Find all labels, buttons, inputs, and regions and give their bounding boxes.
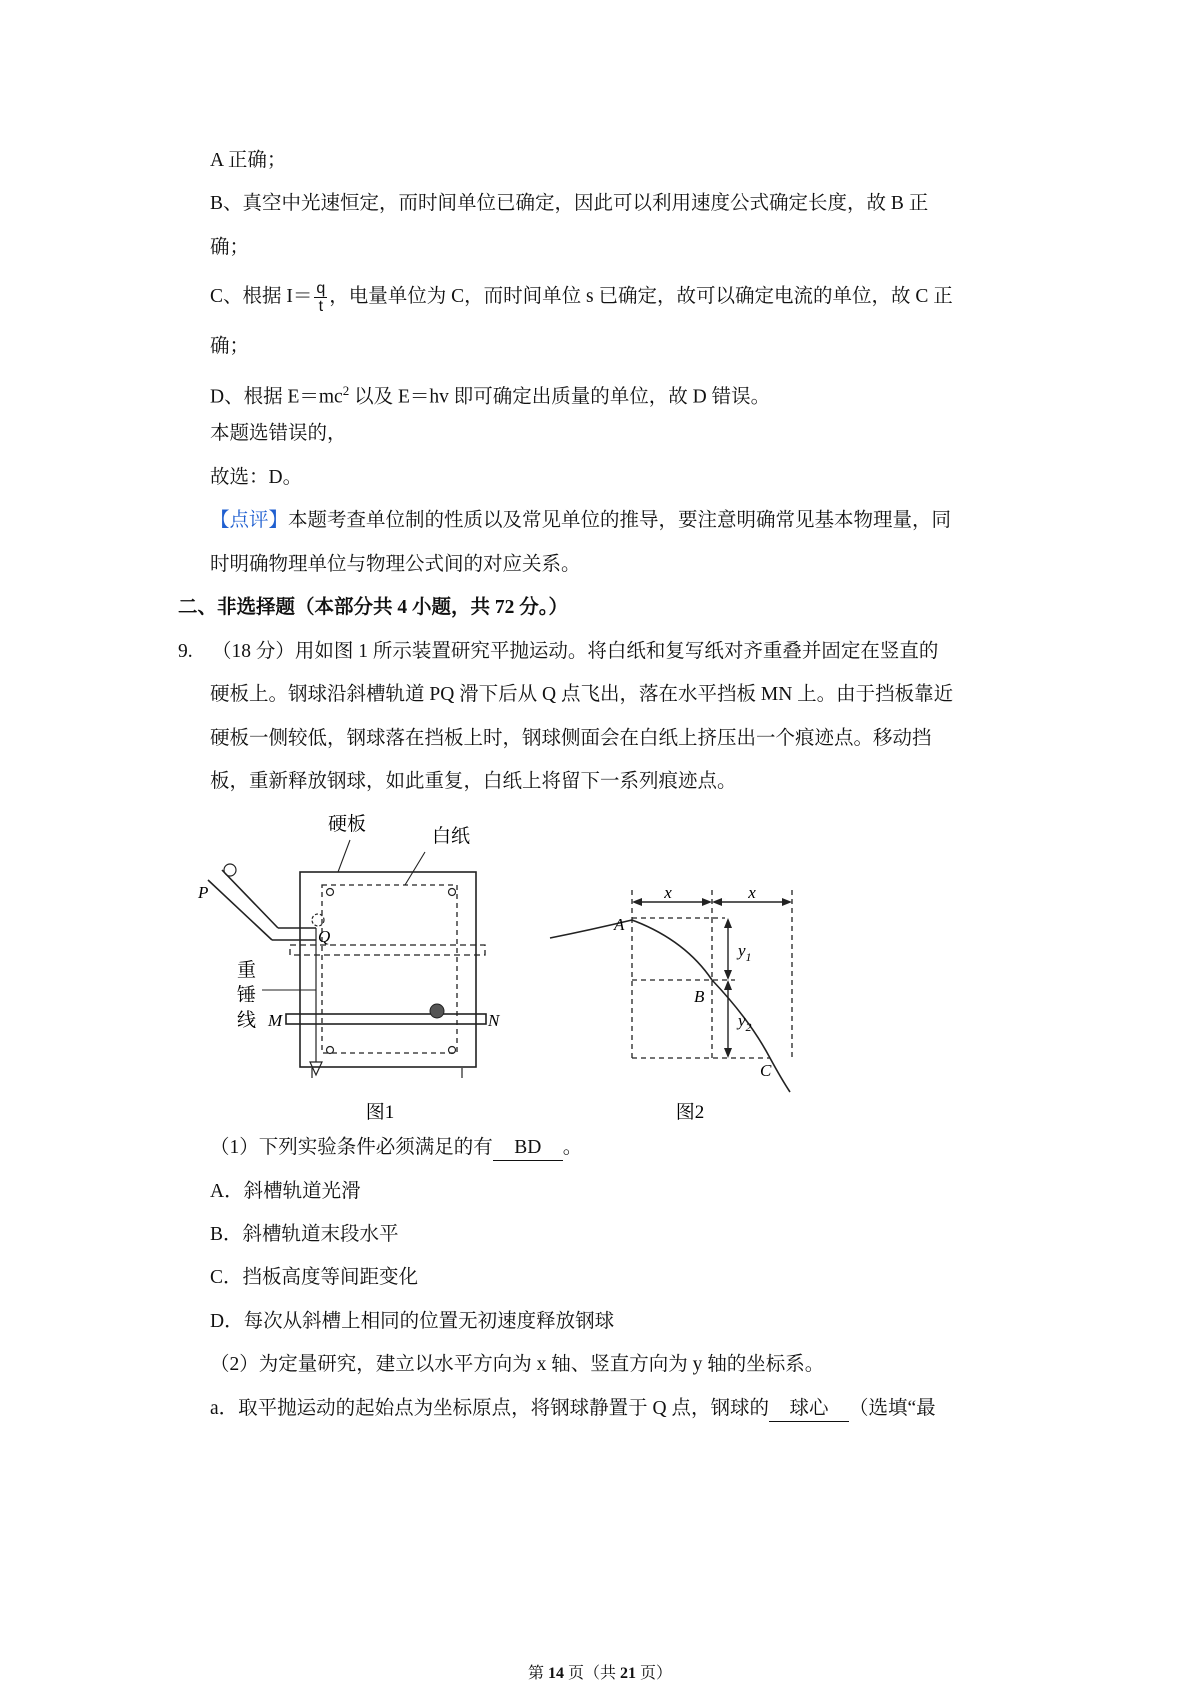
question-number: 9. xyxy=(178,641,193,662)
steel-ball xyxy=(430,1004,444,1018)
label-weight-3: 线 xyxy=(237,1010,257,1031)
figure-2-caption: 图2 xyxy=(675,1102,705,1123)
page-footer: 第 14 页（共 21 页） xyxy=(527,1665,673,1682)
figure-1-caption: 图1 xyxy=(365,1102,395,1123)
label-weight-1: 重 xyxy=(237,960,257,981)
label-hard-board: 硬板 xyxy=(328,814,367,835)
label-A: A xyxy=(614,915,625,934)
trajectory-curve xyxy=(550,920,790,1092)
text-line: a．取平抛运动的起始点为坐标原点，将钢球静置于 Q 点，钢球的 球心 （选填“最 xyxy=(210,1395,936,1423)
label-M: M xyxy=(268,1011,283,1030)
label-x2: x xyxy=(748,883,756,902)
text-line: 确； xyxy=(210,237,250,258)
answer-blank-1: BD xyxy=(493,1136,563,1161)
figure-1-apparatus xyxy=(200,800,560,1130)
text-line: B、真空中光速恒定，而时间单位已确定，因此可以利用速度公式确定长度，故 B 正 xyxy=(210,193,929,214)
label-P: P xyxy=(198,883,209,902)
label-N: N xyxy=(488,1011,500,1030)
page-number: 14 xyxy=(547,1665,564,1682)
option-C: C．挡板高度等间距变化 xyxy=(210,1267,419,1288)
label-weight-2: 锤 xyxy=(237,985,257,1006)
option-A: A．斜槽轨道光滑 xyxy=(210,1181,361,1202)
text-line: 故选：D。 xyxy=(210,467,303,488)
label-C: C xyxy=(760,1061,772,1080)
label-y1: $y_1$ xyxy=(738,941,752,964)
text-line: 本题选错误的， xyxy=(210,423,347,444)
text-line: （2）为定量研究，建立以水平方向为 x 轴、竖直方向为 y 轴的坐标系。 xyxy=(210,1354,825,1375)
text-line: A 正确； xyxy=(210,150,287,171)
comment-tag: 【点评】 xyxy=(210,510,289,531)
figure-2-trajectory xyxy=(590,880,850,1130)
option-B: B．斜槽轨道末段水平 xyxy=(210,1224,399,1245)
text-line: 硬板上。钢球沿斜槽轨道 PQ 滑下后从 Q 点飞出，落在水平挡板 MN 上。由于挡板靠近 xyxy=(210,684,954,705)
question-line: 9. （18 分）用如图 1 所示装置研究平抛运动。将白纸和复写纸对齐重叠并固定在竖直的 xyxy=(178,638,938,666)
answer-blank-2: 球心 xyxy=(769,1397,849,1422)
page-total: 21 xyxy=(620,1665,636,1682)
text-line: D、根据 $E=mc^2$ 以及 E＝hv 即可确定出质量的单位，故 D 错误。 xyxy=(210,383,771,408)
text-line: （1）下列实验条件必须满足的有 BD 。 xyxy=(210,1134,582,1162)
label-white-paper: 白纸 xyxy=(432,826,471,847)
text-line: 确； xyxy=(210,336,250,357)
label-Q: Q xyxy=(318,927,331,946)
label-x1: x xyxy=(664,883,672,902)
section-heading: 二、非选择题（本部分共 4 小题，共 72 分。） xyxy=(178,597,569,618)
text-line: 【点评】本题考查单位制的性质以及常见单位的推导，要注意明确常见基本物理量，同 xyxy=(210,510,952,531)
label-B: B xyxy=(694,987,705,1006)
fraction-q-over-t: $\frac{q}{t}$ xyxy=(316,280,326,315)
text-line: C、根据 I＝ $\frac{q}{t}$ ，电量单位为 C，而时间单位 s 已确定，故可以确定电流的单位，故 C 正 xyxy=(210,280,953,315)
option-D: D．每次从斜槽上相同的位置无初速度释放钢球 xyxy=(210,1311,615,1332)
label-y2: $y_2$ xyxy=(738,1011,752,1034)
text-line: 板，重新释放钢球，如此重复，白纸上将留下一系列痕迹点。 xyxy=(210,771,737,792)
text-line: 硬板一侧较低，钢球落在挡板上时，钢球侧面会在白纸上挤压出一个痕迹点。移动挡 xyxy=(210,728,932,749)
text-line: 时明确物理单位与物理公式间的对应关系。 xyxy=(210,554,581,575)
